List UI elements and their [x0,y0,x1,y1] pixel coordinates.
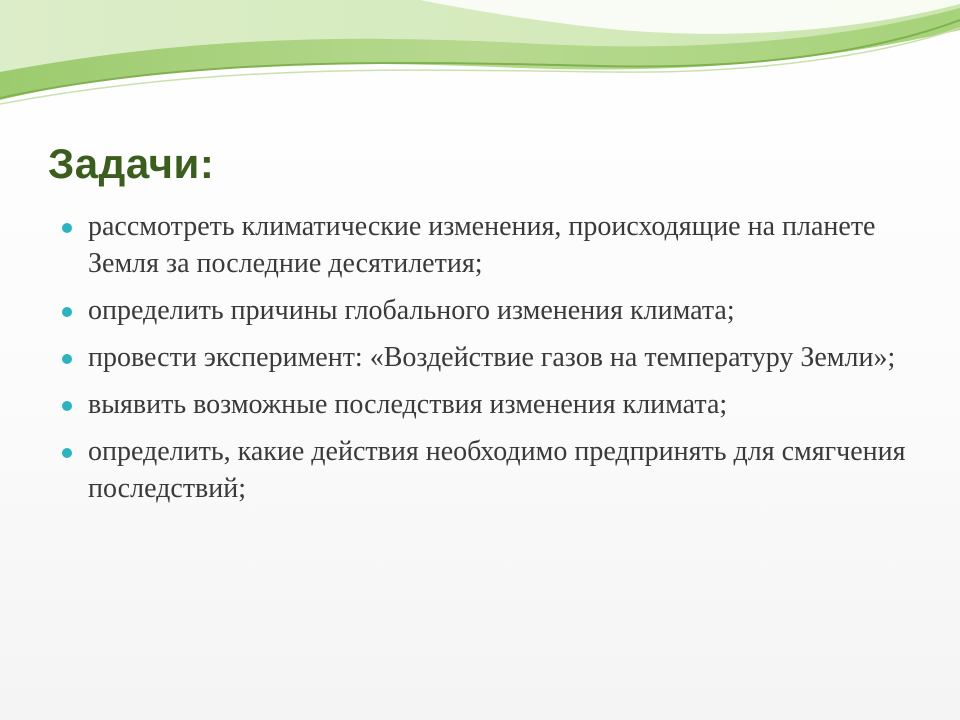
bullet-dot-icon [62,223,72,233]
list-item-text: рассмотреть климатические изменения, происходящие на планете Земля за последние десятилетия; [88,211,876,279]
bullet-dot-icon [62,354,72,364]
list-item [62,292,912,329]
task-list [62,208,912,517]
list-item-text: определить причины глобального изменения климата; [88,295,735,326]
bullet-dot-icon [62,401,72,411]
decorative-header-wave [0,0,960,110]
list-item [62,433,912,507]
list-item [62,208,912,282]
slide-title: Задачи: [48,140,215,187]
list-item [62,386,912,423]
bullet-dot-icon [62,448,72,458]
bullet-dot-icon [62,307,72,317]
list-item-text: выявить возможные последствия изменения климата; [88,389,728,420]
list-item-text: провести эксперимент: «Воздействие газов на температуру Земли»; [88,342,896,373]
list-item [62,339,912,376]
list-item-text: определить, какие действия необходимо предпринять для смягчения последствий; [88,436,906,504]
